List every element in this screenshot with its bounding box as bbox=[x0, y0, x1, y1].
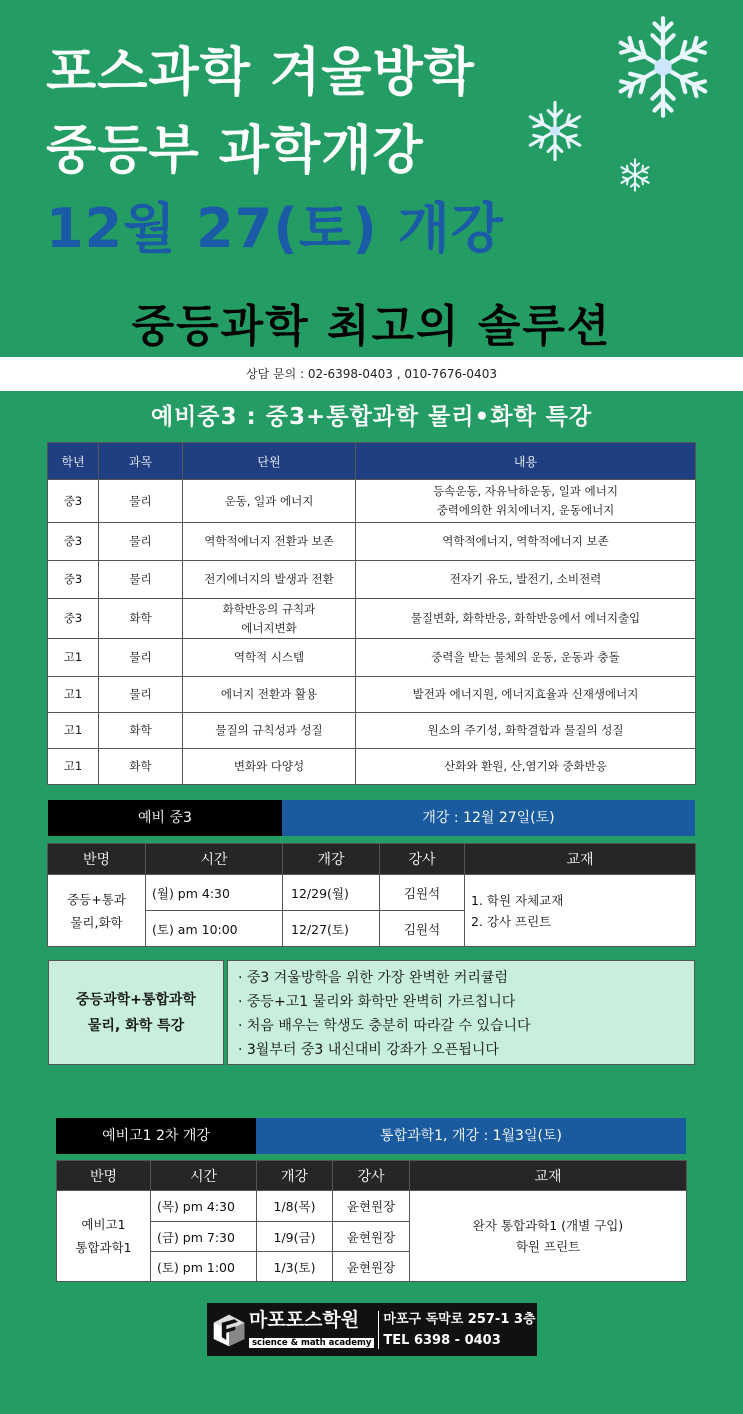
column-header: 교재 bbox=[465, 844, 696, 875]
time-cell: (금) pm 7:30 bbox=[151, 1222, 257, 1252]
slogan: 중등과학 최고의 솔루션 bbox=[131, 301, 612, 352]
start-cell: 12/27(토) bbox=[283, 911, 380, 947]
content-cell: 원소의 주기성, 화학결합과 물질의 성질 bbox=[356, 713, 696, 749]
textbook-line: 2. 강사 프린트 bbox=[471, 913, 552, 929]
academy-name: 마포포스학원 bbox=[249, 1309, 360, 1331]
snowflake-icon bbox=[618, 158, 652, 192]
content-cell: 산화와 환원, 산,염기와 중화반응 bbox=[356, 749, 696, 785]
subject-cell: 물리 bbox=[99, 677, 183, 713]
unit-cell: 역학적에너지 전환과 보존 bbox=[183, 523, 356, 561]
content-cell bbox=[356, 480, 696, 523]
class-name-line: 물리,화학 bbox=[70, 914, 123, 930]
unit-line: 화학반응의 규칙과 bbox=[222, 601, 316, 616]
column-header: 내용 bbox=[356, 443, 696, 480]
table-row bbox=[48, 639, 696, 677]
table-row bbox=[48, 749, 696, 785]
list-item: · 처음 배우는 학생도 충분히 따라갈 수 있습니다 bbox=[238, 1018, 531, 1034]
subject-cell: 물리 bbox=[99, 523, 183, 561]
time-cell: (토) pm 1:00 bbox=[151, 1252, 257, 1282]
column-header: 개강 bbox=[283, 844, 380, 875]
teacher-cell: 윤현원장 bbox=[333, 1222, 410, 1252]
content-cell: 역학적에너지, 역학적에너지 보존 bbox=[356, 523, 696, 561]
class1-label: 예비 중3 bbox=[48, 800, 282, 836]
column-header: 개강 bbox=[257, 1161, 333, 1191]
grade-cell: 고1 bbox=[48, 713, 99, 749]
table-header-row bbox=[57, 1161, 687, 1191]
class2-opening: 통합과학1, 개강 : 1월3일(토) bbox=[256, 1118, 686, 1154]
column-header: 강사 bbox=[333, 1161, 410, 1191]
academy-phone: TEL 6398 - 0403 bbox=[383, 1332, 501, 1348]
snowflake-icon bbox=[524, 100, 586, 162]
table-header-row bbox=[48, 443, 696, 480]
class1-schedule-table bbox=[47, 843, 696, 947]
grade-cell: 중3 bbox=[48, 561, 99, 599]
feature-title-line: 중등과학+통합과학 bbox=[76, 991, 196, 1008]
class-name-line: 예비고1 bbox=[81, 1217, 126, 1232]
table-row bbox=[48, 480, 696, 523]
teacher-cell: 김원석 bbox=[380, 911, 465, 947]
academy-tagline: science & math academy bbox=[249, 1338, 374, 1348]
grade-cell: 고1 bbox=[48, 639, 99, 677]
column-header: 학년 bbox=[48, 443, 99, 480]
column-header: 강사 bbox=[380, 844, 465, 875]
unit-cell: 운동, 일과 에너지 bbox=[183, 480, 356, 523]
textbook-line: 1. 학원 자체교재 bbox=[471, 892, 564, 908]
grade-cell: 고1 bbox=[48, 749, 99, 785]
grade-cell: 중3 bbox=[48, 480, 99, 523]
contact-info: 상담 문의 : 02-6398-0403 , 010-7676-0403 bbox=[0, 357, 743, 391]
column-header: 교재 bbox=[410, 1161, 687, 1191]
grade-cell: 중3 bbox=[48, 599, 99, 639]
table-row bbox=[48, 677, 696, 713]
feature-list bbox=[227, 960, 695, 1065]
hero-banner bbox=[0, 0, 743, 356]
subject-cell: 화학 bbox=[99, 713, 183, 749]
column-header: 반명 bbox=[57, 1161, 151, 1191]
class-name-line: 통합과학1 bbox=[75, 1240, 132, 1255]
subject-cell: 화학 bbox=[99, 749, 183, 785]
hero-opening-date: 12월 27(토) 개강 bbox=[46, 197, 504, 260]
grade-cell: 중3 bbox=[48, 523, 99, 561]
content-cell: 발전과 에너지원, 에너지효율과 신재생에너지 bbox=[356, 677, 696, 713]
logo-divider bbox=[378, 1311, 379, 1349]
unit-cell bbox=[183, 599, 356, 639]
time-cell: (토) am 10:00 bbox=[146, 911, 283, 947]
column-header: 단원 bbox=[183, 443, 356, 480]
feature-title-box bbox=[48, 960, 224, 1065]
textbook-cell bbox=[465, 875, 696, 947]
start-cell: 1/3(토) bbox=[257, 1252, 333, 1282]
content-line: 등속운동, 자유낙하운동, 일과 에너지 bbox=[433, 484, 618, 498]
teacher-cell: 윤현원장 bbox=[333, 1191, 410, 1222]
unit-cell: 물질의 규칙성과 성질 bbox=[183, 713, 356, 749]
table-row bbox=[48, 523, 696, 561]
unit-cell: 전기에너지의 발생과 전환 bbox=[183, 561, 356, 599]
textbook-line: 학원 프린트 bbox=[515, 1239, 581, 1254]
subject-cell: 물리 bbox=[99, 561, 183, 599]
content-line: 중력에의한 위치에너지, 운동에너지 bbox=[436, 503, 615, 517]
table-row bbox=[48, 561, 696, 599]
grade-cell: 고1 bbox=[48, 677, 99, 713]
class1-opening: 개강 : 12월 27일(토) bbox=[282, 800, 695, 836]
table-row bbox=[48, 875, 696, 911]
unit-cell: 변화와 다양성 bbox=[183, 749, 356, 785]
textbook-line: 완자 통합과학1 (개별 구입) bbox=[472, 1218, 624, 1233]
academy-logo-icon bbox=[211, 1312, 247, 1348]
subject-cell: 물리 bbox=[99, 480, 183, 523]
unit-cell: 에너지 전환과 활용 bbox=[183, 677, 356, 713]
column-header: 시간 bbox=[146, 844, 283, 875]
content-cell: 전자기 유도, 발전기, 소비전력 bbox=[356, 561, 696, 599]
table-header-row bbox=[48, 844, 696, 875]
content-cell: 중력을 받는 물체의 운동, 운동과 충돌 bbox=[356, 639, 696, 677]
content-cell: 물질변화, 화학반응, 화학반응에서 에너지출입 bbox=[356, 599, 696, 639]
table-row bbox=[57, 1191, 687, 1222]
unit-cell: 역학적 시스템 bbox=[183, 639, 356, 677]
textbook-cell bbox=[410, 1191, 687, 1282]
column-header: 시간 bbox=[151, 1161, 257, 1191]
class-name-line: 중등+통과 bbox=[67, 891, 126, 907]
class-name-cell bbox=[48, 875, 146, 947]
class-name-cell bbox=[57, 1191, 151, 1282]
academy-logo bbox=[207, 1303, 537, 1356]
logo-contact-block bbox=[383, 1309, 535, 1351]
start-cell: 1/8(목) bbox=[257, 1191, 333, 1222]
list-item: · 중3 겨울방학을 위한 가장 완벽한 커리큘럼 bbox=[238, 970, 508, 986]
column-header: 과목 bbox=[99, 443, 183, 480]
snowflake-icon bbox=[610, 14, 716, 120]
hero-title-line2: 중등부 과학개강 bbox=[46, 121, 424, 181]
class2-schedule-table bbox=[56, 1160, 687, 1282]
time-cell: (목) pm 4:30 bbox=[151, 1191, 257, 1222]
list-item: · 중등+고1 물리와 화학만 완벽히 가르칩니다 bbox=[238, 994, 516, 1010]
column-header: 반명 bbox=[48, 844, 146, 875]
start-cell: 1/9(금) bbox=[257, 1222, 333, 1252]
curriculum-table bbox=[47, 442, 696, 785]
start-cell: 12/29(월) bbox=[283, 875, 380, 911]
academy-address: 마포구 독막로 257-1 3층 bbox=[383, 1311, 536, 1327]
subject-cell: 물리 bbox=[99, 639, 183, 677]
time-cell: (월) pm 4:30 bbox=[146, 875, 283, 911]
subject-cell: 화학 bbox=[99, 599, 183, 639]
teacher-cell: 김원석 bbox=[380, 875, 465, 911]
table-row bbox=[48, 599, 696, 639]
table-row bbox=[48, 713, 696, 749]
list-item: · 3월부터 중3 내신대비 강좌가 오픈됩니다 bbox=[238, 1042, 499, 1058]
logo-text-block bbox=[249, 1310, 374, 1349]
hero-title-line1: 포스과학 겨울방학 bbox=[46, 43, 475, 103]
unit-line: 에너지변화 bbox=[241, 620, 297, 635]
feature-title-line: 물리, 화학 특강 bbox=[87, 1017, 185, 1034]
teacher-cell: 윤현원장 bbox=[333, 1252, 410, 1282]
class2-label: 예비고1 2차 개강 bbox=[56, 1118, 256, 1154]
section-title: 예비중3 : 중3+통합과학 물리•화학 특강 bbox=[150, 404, 593, 430]
